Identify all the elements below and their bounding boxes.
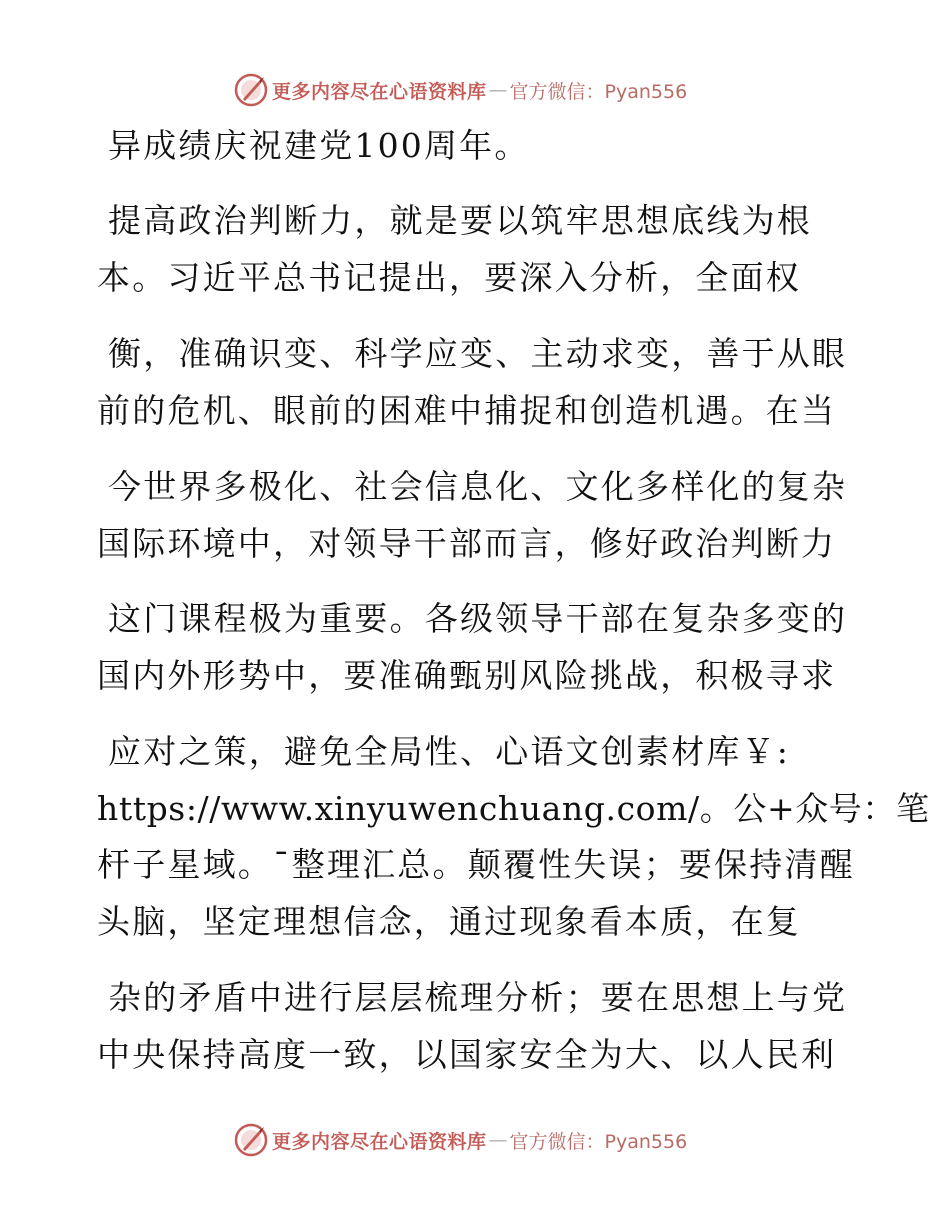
body-line: 这门课程极为重要。各级领导干部在复杂多变的 [108, 599, 848, 638]
body-line: 衡，准确识变、科学应变、主动求变，善于从眼 [108, 334, 848, 373]
body-line: 今世界多极化、社会信息化、文化多样化的复杂 [108, 467, 848, 506]
banner-title: 更多内容尽在心语资料库 [272, 1130, 487, 1153]
quill-seal-icon [234, 1123, 268, 1157]
body-line: https://www.xinyuwenchuang.com/。公+众号：笔 [97, 789, 930, 828]
body-line: 杆子星域。¯整理汇总。颠覆性失误；要保持清醒 [97, 845, 855, 884]
banner-separator: — [488, 79, 508, 101]
banner-title: 更多内容尽在心语资料库 [272, 80, 487, 103]
body-line: 杂的矛盾中进行层层梳理分析；要在思想上与党 [108, 978, 848, 1017]
body-line: 中央保持高度一致，以国家安全为大、以人民利 [97, 1035, 837, 1074]
banner-contact: 官方微信：Pyan556 [509, 80, 688, 103]
body-line: 本。习近平总书记提出，要深入分析，全面权 [97, 258, 801, 297]
body-line: 国际环境中，对领导干部而言，修好政治判断力 [97, 524, 837, 563]
body-line: 提高政治判断力，就是要以筑牢思想底线为根 [108, 201, 812, 240]
body-line: 异成绩庆祝建党100周年。 [108, 126, 530, 165]
body-line: 头脑，坚定理想信念，通过现象看本质，在复 [97, 902, 801, 941]
body-line: 前的危机、眼前的困难中捕捉和创造机遇。在当 [97, 391, 837, 430]
banner-separator: — [488, 1129, 508, 1151]
header-banner [234, 72, 687, 108]
body-line: 应对之策，避免全局性、心语文创素材库￥: [108, 732, 791, 771]
quill-seal-icon [234, 73, 268, 107]
banner-contact: 官方微信：Pyan556 [509, 1130, 688, 1153]
footer-banner [234, 1122, 687, 1158]
body-line: 国内外形势中，要准确甄别风险挑战，积极寻求 [97, 656, 837, 695]
